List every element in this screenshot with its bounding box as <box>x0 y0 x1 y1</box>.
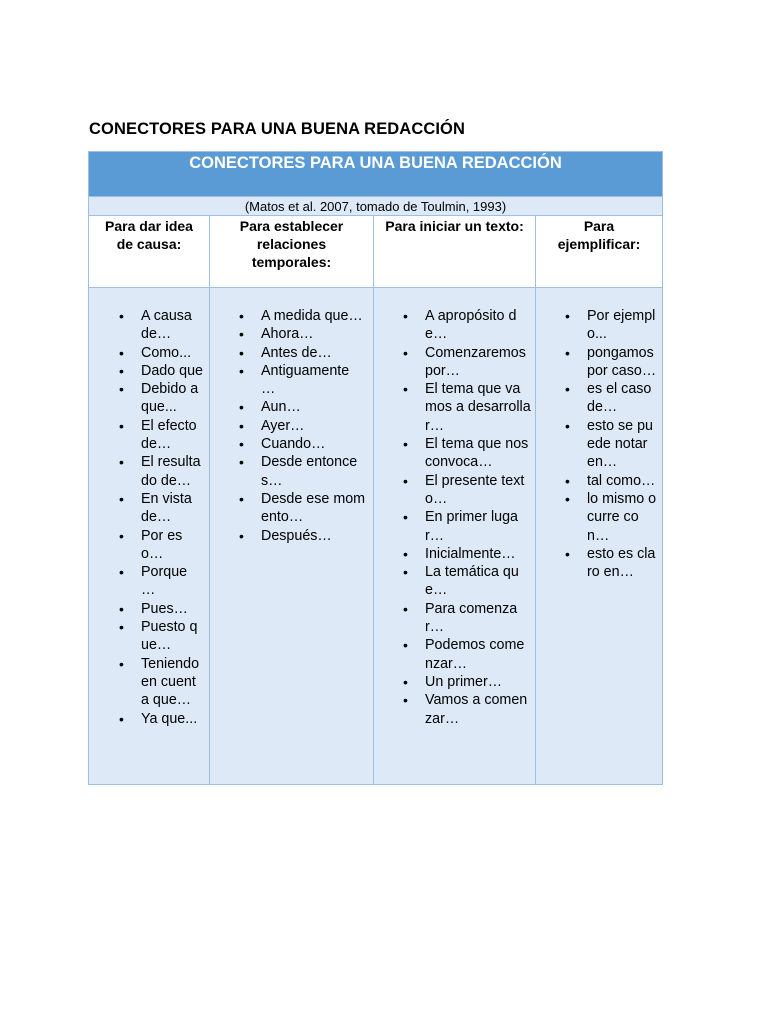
list-item: • Como... <box>141 344 203 362</box>
list-item: • El tema que nos convoca… <box>425 435 531 472</box>
list-item: • Ahora… <box>261 325 367 343</box>
list-item: • Un primer… <box>425 673 531 691</box>
column-header-temporales: Para establecer relaciones temporales: <box>210 216 374 288</box>
list-item: • El efecto de… <box>141 417 203 454</box>
connector-list-causa <box>89 307 209 728</box>
list-item: • Por eso… <box>141 527 203 564</box>
list-item: • Desde ese momento… <box>261 490 367 527</box>
list-item: • Aun… <box>261 398 367 416</box>
list-item: • Ayer… <box>261 417 367 435</box>
list-item: • En vista de… <box>141 490 203 527</box>
list-item: • Desde entonces… <box>261 453 367 490</box>
table-banner: CONECTORES PARA UNA BUENA REDACCIÓN <box>89 152 663 197</box>
column-header-iniciar: Para iniciar un texto: <box>374 216 536 288</box>
connector-list-ejemplificar <box>536 307 662 581</box>
list-item: • Puesto que… <box>141 618 203 655</box>
source-row <box>89 197 663 216</box>
list-item: • tal como… <box>587 472 658 490</box>
list-item: • A apropósito de… <box>425 307 531 344</box>
list-item: • En primer lugar… <box>425 508 531 545</box>
list-item: • Para comenzar… <box>425 600 531 637</box>
document-title: CONECTORES PARA UNA BUENA REDACCIÓN <box>89 120 465 138</box>
list-item: • Vamos a comenzar… <box>425 691 531 728</box>
connector-list-iniciar <box>374 307 535 728</box>
connector-list-temporales <box>210 307 373 545</box>
list-item: • Teniendo en cuenta que… <box>141 655 203 710</box>
list-item: • Inicialmente… <box>425 545 531 563</box>
column-header-ejemplificar: Para ejemplificar: <box>536 216 663 288</box>
list-item: • El tema que vamos a desarrollar… <box>425 380 531 435</box>
list-item: • Pues… <box>141 600 203 618</box>
list-item: • Después… <box>261 527 367 545</box>
column-body-ejemplificar <box>536 288 663 785</box>
list-item: • La temática que… <box>425 563 531 600</box>
header-row <box>89 216 663 288</box>
list-item: • Cuando… <box>261 435 367 453</box>
column-body-iniciar <box>374 288 536 785</box>
list-item: • A causa de… <box>141 307 203 344</box>
list-item: • El presente texto… <box>425 472 531 509</box>
list-item: • esto se puede notar en… <box>587 417 658 472</box>
list-item: • pongamos por caso… <box>587 344 658 381</box>
list-item: • El resultado de… <box>141 453 203 490</box>
column-header-causa: Para dar idea de causa: <box>89 216 210 288</box>
connectors-table <box>88 151 663 785</box>
list-item: • Dado que <box>141 362 203 380</box>
column-body-causa <box>89 288 210 785</box>
list-item: • Debido a que... <box>141 380 203 417</box>
list-item: • A medida que… <box>261 307 367 325</box>
body-row <box>89 288 663 785</box>
list-item: • Antiguamente … <box>261 362 367 399</box>
list-item: • Comenzaremos por… <box>425 344 531 381</box>
list-item: • es el caso de… <box>587 380 658 417</box>
banner-row <box>89 152 663 197</box>
list-item: • Porque … <box>141 563 203 600</box>
list-item: • Por ejemplo... <box>587 307 658 344</box>
list-item: • esto es claro en… <box>587 545 658 582</box>
column-body-temporales <box>210 288 374 785</box>
list-item: • Antes de… <box>261 344 367 362</box>
table-source-citation: (Matos et al. 2007, tomado de Toulmin, 1993) <box>89 197 663 216</box>
list-item: • Ya que... <box>141 710 203 728</box>
list-item: • Podemos comenzar… <box>425 636 531 673</box>
list-item: • lo mismo ocurre con… <box>587 490 658 545</box>
